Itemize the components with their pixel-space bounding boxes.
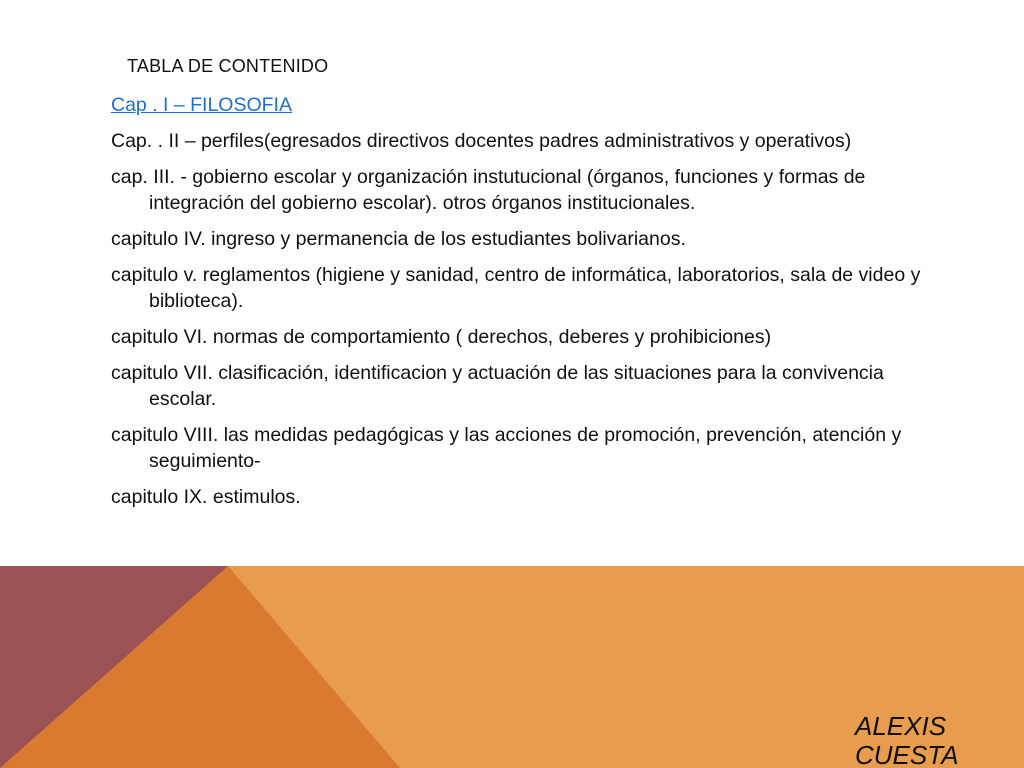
toc-item-9: capitulo IX. estimulos. [111,486,301,508]
toc-item-2: Cap. . II – perfiles(egresados directivos docentes padres administrativos y operativos) [111,130,852,152]
toc-item-6: capitulo VI. normas de comportamiento ( derechos, deberes y prohibiciones) [111,326,772,348]
toc-item-1[interactable] [111,92,941,118]
toc-item-7: capitulo VII. clasificación, identificacion y actuación de las situaciones para la convivencia escolar. [111,362,884,410]
author-name: ALEXIS CUESTA [855,711,959,768]
toc-item-3: cap. III. - gobierno escolar y organización instutucional (órganos, funciones y formas de integración del gobierno escolar). otros órganos institucionales. [111,166,866,214]
toc-item-8: capitulo VIII. las medidas pedagógicas y las acciones de promoción, prevención, atención y seguimiento- [111,424,902,472]
toc-item-4: capitulo IV. ingreso y permanencia de los estudiantes bolivarianos. [111,228,686,250]
toc-item-5: capitulo v. reglamentos (higiene y sanidad, centro de informática, laboratorios, sala de video y biblioteca). [111,264,921,312]
toc-link-filosofia[interactable]: Cap . I – FILOSOFIA [111,94,292,116]
table-of-contents [111,92,941,520]
page-title: TABLA DE CONTENIDO [127,56,329,76]
